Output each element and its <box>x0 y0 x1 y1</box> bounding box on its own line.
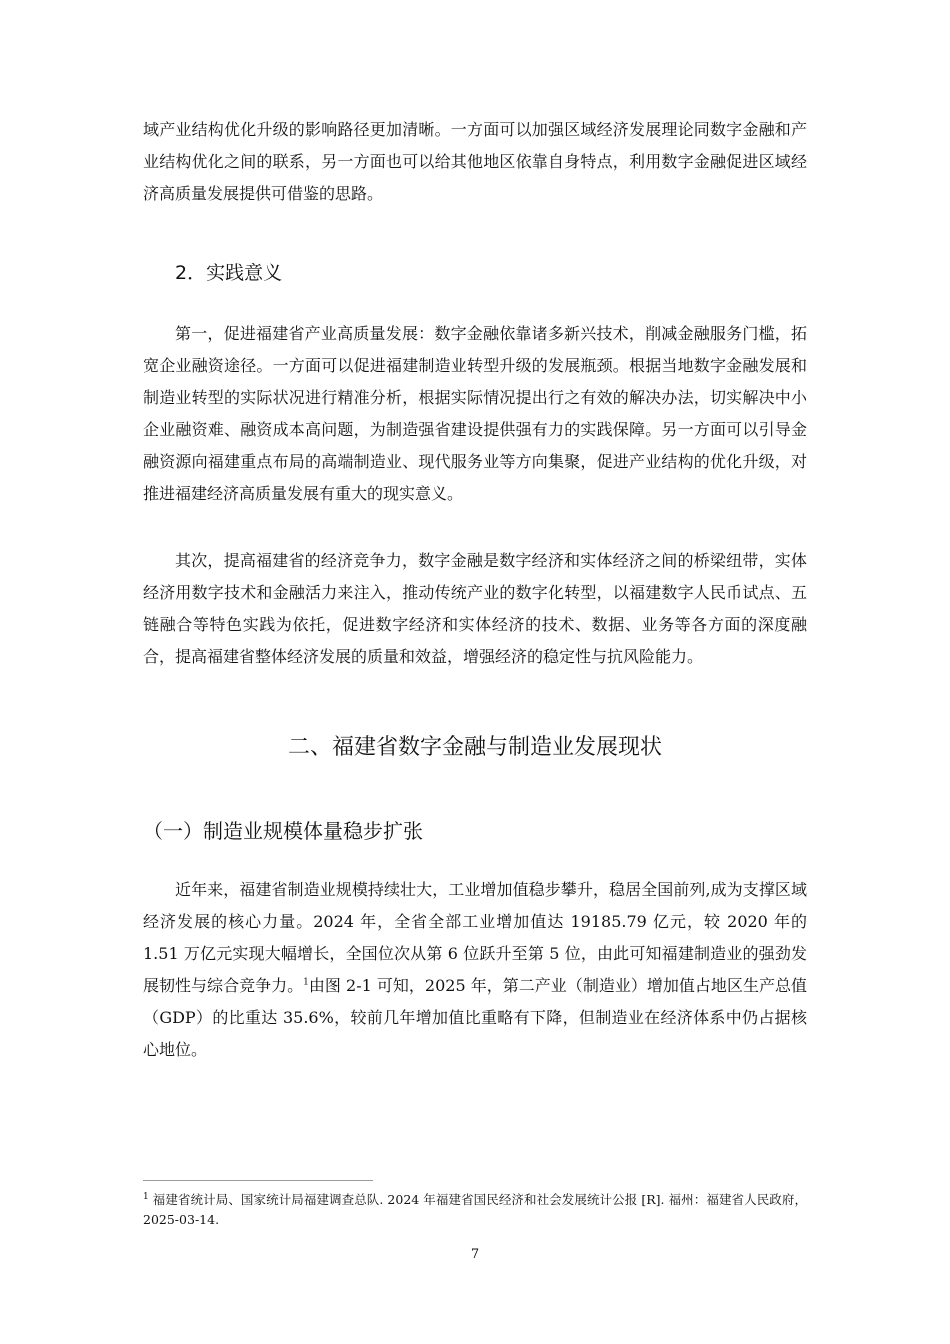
footnote-divider <box>143 1180 373 1181</box>
section-heading: （一）制造业规模体量稳步扩张 <box>143 819 423 843</box>
footnote-marker: 1 <box>143 1191 149 1202</box>
scale-text-part-two: 由图 2-1 可知，2025 年，第二产业（制造业）增加值占地区生产总值（GDP）的比重达 35.6%，较前几年增加值比重略有下降，但制造业在经济体系中仍占据核心地位。 <box>143 976 807 1059</box>
scale-text-part-one: 近年来，福建省制造业规模持续壮大，工业增加值稳步攀升，稳居全国前列,成为支撑区域经济发展的核心力量。2024 年，全省全部工业增加值达 19185.79 亿元，较 2020 年的 1.51 万亿元实现大幅增长，全国位次从第 6 位跃升至第 5 位，由此可知福建制造业的强劲发展韧性与综合竞争力。 <box>143 880 807 995</box>
footnote-reference[interactable]: 1 <box>303 977 309 988</box>
first-point-paragraph: 第一，促进福建省产业高质量发展：数字金融依靠诸多新兴技术，削减金融服务门槛，拓宽企业融资途径。一方面可以促进福建制造业转型升级的发展瓶颈。根据当地数字金融发展和制造业转型的实际状况进行精准分析，根据实际情况提出行之有效的解决办法，切实解决中小企业融资难、融资成本高问题，为制造强省建设提供强有力的实践保障。另一方面可以引导金融资源向福建重点布局的高端制造业、现代服务业等方向集聚，促进产业结构的优化升级，对推进福建经济高质量发展有重大的现实意义。 <box>143 324 807 503</box>
footnote-text: 福建省统计局、国家统计局福建调查总队. 2024 年福建省国民经济和社会发展统计公报 [R]. 福州：福建省人民政府，2025-03-14. <box>143 1192 807 1227</box>
chapter-heading: 二、福建省数字金融与制造业发展现状 <box>287 735 662 760</box>
page-number: 7 <box>470 1247 480 1262</box>
intro-paragraph: 域产业结构优化升级的影响路径更加清晰。一方面可以加强区域经济发展理论同数字金融和产业结构优化之间的联系，另一方面也可以给其他地区依靠自身特点，利用数字金融促进区域经济高质量发展提供可借鉴的思路。 <box>143 120 807 203</box>
second-point-paragraph: 其次，提高福建省的经济竞争力，数字金融是数字经济和实体经济之间的桥梁纽带，实体经济用数字技术和金融活力来注入，推动传统产业的数字化转型，以福建数字人民币试点、五链融合等特色实践为依托，促进数字经济和实体经济的技术、数据、业务等各方面的深度融合，提高福建省整体经济发展的质量和效益，增强经济的稳定性与抗风险能力。 <box>143 551 807 666</box>
footnote <box>143 1190 807 1230</box>
scale-paragraph <box>143 874 807 1066</box>
practice-heading: 2．实践意义 <box>175 262 283 284</box>
